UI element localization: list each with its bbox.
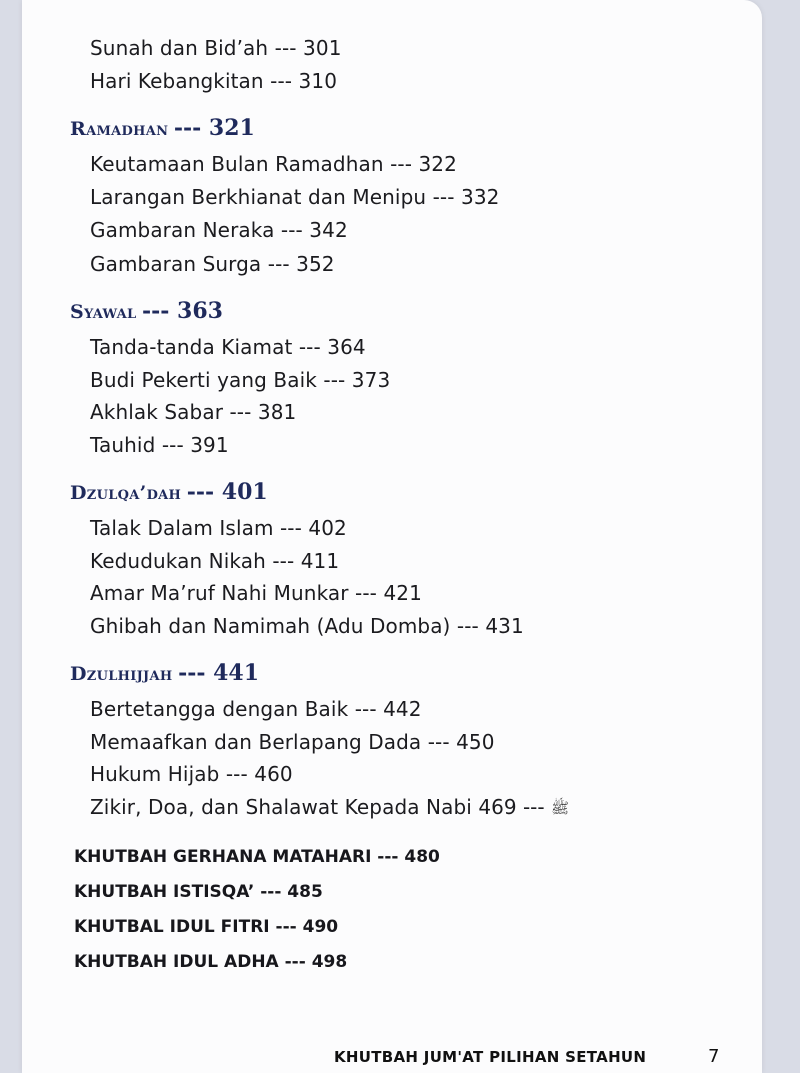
section-name: Ramadhan bbox=[70, 118, 169, 140]
toc-entry: Larangan Berkhianat dan Menipu --- 332 bbox=[90, 185, 500, 209]
toc-entry: Talak Dalam Islam --- 402 bbox=[90, 516, 347, 540]
section-page: --- 321 bbox=[173, 115, 255, 141]
section-heading-dzulqadah bbox=[70, 479, 268, 505]
toc-entry-page: --- 469 bbox=[478, 795, 545, 819]
special-entry: KHUTBAH IDUL ADHA --- 498 bbox=[74, 952, 348, 972]
toc-entry: Memaafkan dan Berlapang Dada --- 450 bbox=[90, 730, 495, 754]
special-entry: KHUTBAH GERHANA MATAHARI --- 480 bbox=[74, 847, 440, 867]
special-entry: KHUTBAL IDUL FITRI --- 490 bbox=[74, 917, 339, 937]
section-heading-ramadhan bbox=[70, 115, 255, 141]
toc-entry: Hari Kebangkitan --- 310 bbox=[90, 69, 338, 93]
salawat-glyph-icon: ﷺ bbox=[550, 799, 570, 817]
toc-entry: Sunah dan Bid’ah --- 301 bbox=[90, 36, 342, 60]
toc-entry: Amar Ma’ruf Nahi Munkar --- 421 bbox=[90, 581, 422, 605]
toc-entry: Tanda-tanda Kiamat --- 364 bbox=[90, 335, 366, 359]
toc-entry-text: Zikir, Doa, dan Shalawat Kepada Nabi bbox=[90, 795, 472, 819]
toc-entry bbox=[90, 795, 569, 821]
section-page: --- 401 bbox=[186, 479, 268, 505]
section-heading-syawal bbox=[70, 298, 223, 324]
section-name: Dzulqa’dah bbox=[70, 482, 182, 504]
book-page bbox=[22, 0, 762, 1073]
section-heading-dzulhijjah bbox=[70, 660, 259, 686]
toc-entry: Bertetangga dengan Baik --- 442 bbox=[90, 697, 422, 721]
toc-entry: Ghibah dan Namimah (Adu Domba) --- 431 bbox=[90, 614, 524, 638]
toc-entry: Akhlak Sabar --- 381 bbox=[90, 400, 297, 424]
special-entry: KHUTBAH ISTISQA’ --- 485 bbox=[74, 882, 323, 902]
toc-entry: Budi Pekerti yang Baik --- 373 bbox=[90, 368, 391, 392]
section-name: Dzulhijjah bbox=[70, 663, 173, 685]
toc-entry: Gambaran Surga --- 352 bbox=[90, 252, 335, 276]
section-name: Syawal bbox=[70, 301, 137, 323]
toc-entry: Kedudukan Nikah --- 411 bbox=[90, 549, 340, 573]
toc-entry: Tauhid --- 391 bbox=[90, 433, 229, 457]
page-number: 7 bbox=[708, 1046, 720, 1067]
toc-entry: Hukum Hijab --- 460 bbox=[90, 762, 293, 786]
running-footer-title: KHUTBAH JUM'AT PILIHAN SETAHUN bbox=[334, 1048, 647, 1066]
section-page: --- 441 bbox=[178, 660, 260, 686]
toc-entry: Keutamaan Bulan Ramadhan --- 322 bbox=[90, 152, 457, 176]
toc-entry: Gambaran Neraka --- 342 bbox=[90, 218, 348, 242]
section-page: --- 363 bbox=[141, 298, 223, 324]
